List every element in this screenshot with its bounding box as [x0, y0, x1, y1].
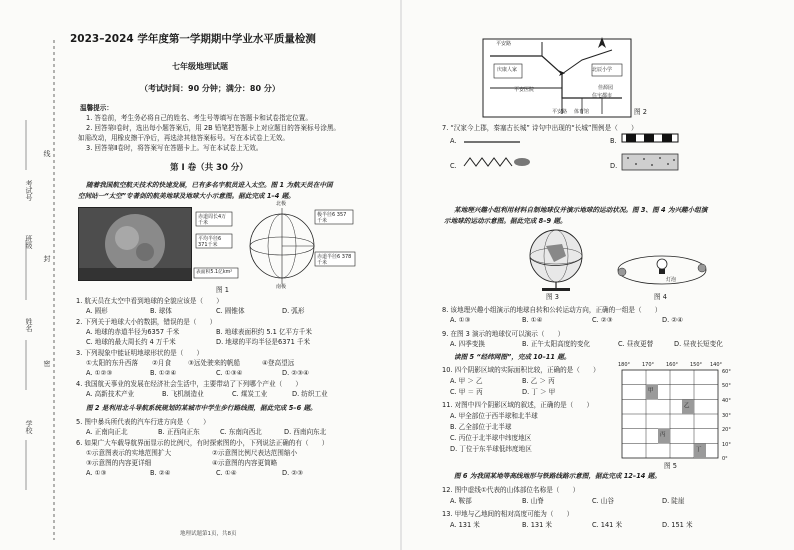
fig2-label-jiayuan: 佳源园 — [598, 85, 614, 91]
earth-from-space-photo — [78, 207, 192, 281]
fig4-caption: 图 4 — [654, 293, 667, 301]
q13-opt-d[interactable]: D. 151 米 — [662, 521, 693, 529]
intro-line-2: 空间站一“太空”专著剑的航美地球及地球大小示意图。据此完成 1–4 题。 — [78, 192, 295, 200]
q5-opt-d[interactable]: D. 西南向东北 — [284, 428, 327, 436]
class-label: 班级 — [25, 235, 33, 249]
notice-line-4: 3. 回答第Ⅱ卷时，将答案写在答题卡上。写在本试卷上无效。 — [86, 144, 263, 152]
q9-opt-a[interactable]: A. 四季变换 — [450, 340, 485, 348]
fig1-equator-radius: 赤道半径6 378千米 — [317, 254, 352, 266]
fig1-polar-radius: 极半径6 357千米 — [317, 212, 347, 224]
q9-stem: 9. 在图 3 演示的地球仪可以演示（ ） — [442, 330, 565, 338]
fig1-south-pole: 南极 — [276, 284, 287, 290]
q9-opt-d[interactable]: D. 昼夜长短变化 — [674, 340, 723, 348]
fig5-lon-3: 160° — [666, 362, 679, 368]
north-arrow-icon — [594, 36, 610, 54]
intro4: 读图 5 “经纬网图”，完成 10–11 题。 — [454, 353, 571, 361]
q8-stem: 8. 该地理兴趣小组演示的地球自转和公转运动方向，正确的一组是（ ） — [442, 306, 662, 314]
q6-opt-d[interactable]: D. ②③ — [282, 469, 304, 477]
globe-figure — [510, 228, 602, 292]
q6-stem: 6. 如果广大车载导航界面显示的比例尺，有时探索图的小，下列说法正确的有（ ） — [76, 439, 329, 447]
fig5-cell-jia: 甲 — [648, 388, 654, 394]
fig2-label-hospital: 平安医院 — [514, 87, 535, 93]
intro-line-1: 随着我国航空航天技术的快速发展，已有多名宇航员进入太空。图 1 为航天员在中国 — [86, 181, 333, 189]
q3-item-2: ②月食 — [152, 359, 172, 367]
fig1-surface-area: 表面积5.1亿km² — [196, 270, 233, 275]
notice-line-2: 2. 回答第Ⅰ卷时，选出每小题答案后，用 2B 铅笔把答题卡上对应题目的答案标号涂黑。 — [86, 124, 341, 132]
navigation-arrow-icon: ➤ — [558, 69, 566, 79]
q10-opt-a[interactable]: A. 甲 ＞ 乙 — [450, 377, 483, 385]
q2-stem: 2. 下列关于地球大小的数据，错误的是（ ） — [76, 318, 217, 326]
page-footer: 地理试题第1页，共8页 — [180, 531, 237, 537]
q8-opt-d[interactable]: D. ②④ — [662, 316, 684, 324]
q4-stem: 4. 我国航天事业的发展在经济社会生活中，主要带动了下列哪个产业（ ） — [76, 380, 302, 388]
section-title: 第 Ⅰ 卷（共 30 分） — [170, 163, 248, 173]
fig2-caption: 图 2 — [634, 108, 647, 116]
fig5-lat-1: 60° — [722, 369, 731, 375]
exam-subtitle: 七年级地理试题 — [172, 62, 228, 71]
q4-opt-a[interactable]: A. 高新技术产业 — [86, 390, 135, 398]
q2-opt-d[interactable]: D. 地球的平均半径是6371 千米 — [216, 338, 311, 346]
exam-time-note: （考试时间：90 分钟；满分：80 分） — [140, 84, 280, 93]
q2-opt-c[interactable]: C. 地球的最大周长约 4 万千米 — [86, 338, 176, 346]
school-label: 学校 — [25, 420, 33, 434]
q1-stem: 1. 航天员在太空中看到地球的全貌应该是（ ） — [76, 297, 223, 305]
q13-opt-c[interactable]: C. 141 米 — [592, 521, 623, 529]
q7-opt-a[interactable]: A. — [450, 137, 457, 145]
q3-opt-a[interactable]: A. ①②③ — [86, 369, 113, 377]
intro3-line-2: 示地球的运动示意图。据此完成 8–9 题。 — [444, 217, 567, 225]
fig5-caption: 图 5 — [664, 462, 677, 470]
q6-opt-a[interactable]: A. ①③ — [86, 469, 107, 477]
q10-opt-b[interactable]: B. 乙 ＞ 丙 — [522, 377, 555, 385]
fig1-equator-circumference: 赤道周长4万千米 — [198, 214, 227, 226]
q6-opt-b[interactable]: B. ②④ — [150, 469, 171, 477]
seal-line-label: 线 — [43, 150, 51, 157]
fig2-label-pingan-road: 平安路 — [496, 41, 512, 47]
q11-stem: 11. 对图中四个阴影区域的叙述，正确的是（ ） — [442, 401, 594, 409]
intro5: 图 6 为我国某地等高线地形与铁路线路示意图，据此完成 12–14 题。 — [454, 472, 661, 480]
exam-page-right — [402, 0, 794, 550]
q1-opt-c[interactable]: C. 圆锥体 — [216, 307, 245, 315]
q12-opt-c[interactable]: C. 山谷 — [592, 497, 614, 505]
fig5-cell-bing: 丙 — [660, 432, 666, 438]
q11-opt-a[interactable]: A. 甲全部位于西半球和北半球 — [450, 412, 538, 420]
fig1-caption: 图 1 — [216, 286, 229, 294]
q5-opt-b[interactable]: B. 正西向正东 — [158, 428, 200, 436]
q3-opt-b[interactable]: B. ①②④ — [150, 369, 177, 377]
q6-opt-c[interactable]: C. ①④ — [216, 469, 237, 477]
q9-opt-b[interactable]: B. 正午太阳高度的变化 — [522, 340, 591, 348]
orbit-figure — [612, 240, 712, 296]
q7-opt-c[interactable]: C. — [450, 162, 457, 170]
q9-opt-c[interactable]: C. 昼夜更替 — [618, 340, 654, 348]
fig1-north-pole: 北极 — [276, 201, 287, 207]
q3-item-4: ④登高望远 — [262, 359, 295, 367]
q3-stem: 3. 下列现象中能证明地球形状的是（ ） — [76, 349, 204, 357]
q8-opt-c[interactable]: C. ②③ — [592, 316, 613, 324]
q11-opt-d[interactable]: D. 丁位于东半球低纬度地区 — [450, 445, 532, 453]
q4-opt-d[interactable]: D. 纺织工业 — [292, 390, 328, 398]
fig5-lon-2: 170° — [642, 362, 655, 368]
fig2-label-residential: 住宅都市 — [592, 93, 613, 99]
q12-opt-d[interactable]: D. 陡崖 — [662, 497, 685, 505]
legend-line-option-a — [462, 134, 522, 148]
exam-number-label: 考试号 — [25, 180, 33, 201]
q1-opt-d[interactable]: D. 弧形 — [282, 307, 305, 315]
q5-stem: 5. 图中暴兵所代表的汽车行进方向是（ ） — [76, 418, 210, 426]
q3-item-3: ③远处驶来的帆船 — [188, 359, 241, 367]
q8-opt-b[interactable]: B. ①④ — [522, 316, 543, 324]
seal-secret-label: 密 — [43, 360, 51, 367]
q7-opt-d[interactable]: D. — [610, 162, 618, 170]
q13-opt-b[interactable]: B. 131 米 — [522, 521, 552, 529]
fig5-lon-5: 140° — [710, 362, 723, 368]
q7-opt-b[interactable]: B. — [610, 137, 617, 145]
fig5-lat-3: 40° — [722, 398, 731, 404]
name-label: 姓名 — [25, 318, 33, 332]
q10-stem: 10. 四个阴影区域的实际面积比较，正确的是（ ） — [442, 366, 600, 374]
wave-legend-option-c — [462, 152, 532, 172]
q6-item-4: ④示意图的内容更简略 — [212, 459, 278, 467]
fig5-lon-4: 150° — [690, 362, 703, 368]
q6-item-1: ①示意图表示的实地范围扩大 — [86, 449, 172, 457]
great-wall-legend-option-b — [620, 131, 680, 145]
q10-opt-d[interactable]: D. 丁 ＞ 甲 — [522, 388, 556, 396]
intro3-line-1: 某地理兴趣小组利用材料自制地球仪并演示地球的运动状况。图 3、图 4 为兴趣小组演 — [454, 206, 708, 214]
lamp-icon: 灯泡 — [666, 277, 677, 283]
q3-opt-d[interactable]: D. ②③④ — [282, 369, 310, 377]
q1-opt-b[interactable]: B. 球体 — [150, 307, 172, 315]
q13-opt-a[interactable]: A. 131 米 — [450, 521, 480, 529]
q7-stem: 7. “汉家今上郡，秦塞古长城” 诗句中出现的“长城”图例是（ ） — [442, 124, 638, 132]
fig5-lat-2: 50° — [722, 383, 731, 389]
intro2: 图 2 是利用北斗导航系统规划的某城市中学生步行路线图，据此完成 5–6 题。 — [86, 404, 317, 412]
fig5-lat-4: 30° — [722, 413, 731, 419]
exam-title: 2023–2024 学年度第一学期期中学业水平质量检测 — [70, 33, 316, 45]
q12-opt-a[interactable]: A. 鞍部 — [450, 497, 472, 505]
fig5-cell-ding: 丁 — [696, 447, 702, 453]
q12-opt-b[interactable]: B. 山脊 — [522, 497, 544, 505]
q8-opt-a[interactable]: A. ①③ — [450, 316, 471, 324]
q13-stem: 13. 甲地与乙地间的相对高度可能为（ ） — [442, 510, 574, 518]
q5-opt-c[interactable]: C. 东南向西北 — [220, 428, 262, 436]
q4-opt-c[interactable]: C. 煤炭工业 — [232, 390, 268, 398]
q2-opt-a[interactable]: A. 地球的赤道半径为6357 千米 — [86, 328, 180, 336]
q3-opt-c[interactable]: C. ①③④ — [216, 369, 243, 377]
q4-opt-b[interactable]: B. 飞机制造业 — [162, 390, 204, 398]
q12-stem: 12. 图中虚线①代表的山体部位名称是（ ） — [442, 486, 580, 494]
margin-underlines — [20, 40, 40, 510]
fig5-lat-7: 0° — [722, 456, 728, 462]
fig5-lat-6: 10° — [722, 442, 731, 448]
q3-item-1: ①太阳的东升西落 — [86, 359, 139, 367]
fig5-lon-1: 180° — [618, 362, 631, 368]
seal-dashed-line — [52, 40, 56, 540]
notice-line-1: 1. 答卷前，考生务必将自己的姓名、考生号等填写在答题卡和试卷指定位置。 — [86, 114, 312, 122]
q1-opt-a[interactable]: A. 圆形 — [86, 307, 108, 315]
q6-item-3: ③示意图的内容更详细 — [86, 459, 152, 467]
fig3-caption: 图 3 — [546, 293, 559, 301]
fig2-label-qingkang: 庆康人家 — [497, 67, 518, 73]
q11-opt-c[interactable]: C. 丙位于北半球中纬度地区 — [450, 434, 532, 442]
fig5-lat-5: 20° — [722, 427, 731, 433]
q2-opt-b[interactable]: B. 地球表面积约 5.1 亿平方千米 — [216, 328, 312, 336]
seal-seal-label: 封 — [43, 255, 51, 262]
q6-item-2: ②示意图比例尺表达范围缩小 — [212, 449, 298, 457]
fig2-label-gym: 体育馆 — [574, 109, 590, 115]
fig2-label-pingan-road-2: 平安路 — [552, 109, 568, 115]
q5-opt-a[interactable]: A. 正南向正北 — [86, 428, 128, 436]
fig1-mean-radius: 平均半径6 371千米 — [198, 236, 222, 248]
notice-line-3: 如需改动，用橡皮擦干净后，再选涂其他答案标号。写在本试卷上无效。 — [78, 134, 289, 142]
fig2-label-school: 北辰小学 — [592, 67, 613, 73]
graticule-figure — [616, 366, 728, 466]
q11-opt-b[interactable]: B. 乙全部位于北半球 — [450, 423, 512, 431]
fig5-cell-yi: 乙 — [684, 403, 690, 409]
q10-opt-c[interactable]: C. 甲 ＝ 丙 — [450, 388, 483, 396]
dotted-legend-option-d — [620, 152, 680, 172]
notice-title: 温馨提示： — [80, 104, 113, 112]
